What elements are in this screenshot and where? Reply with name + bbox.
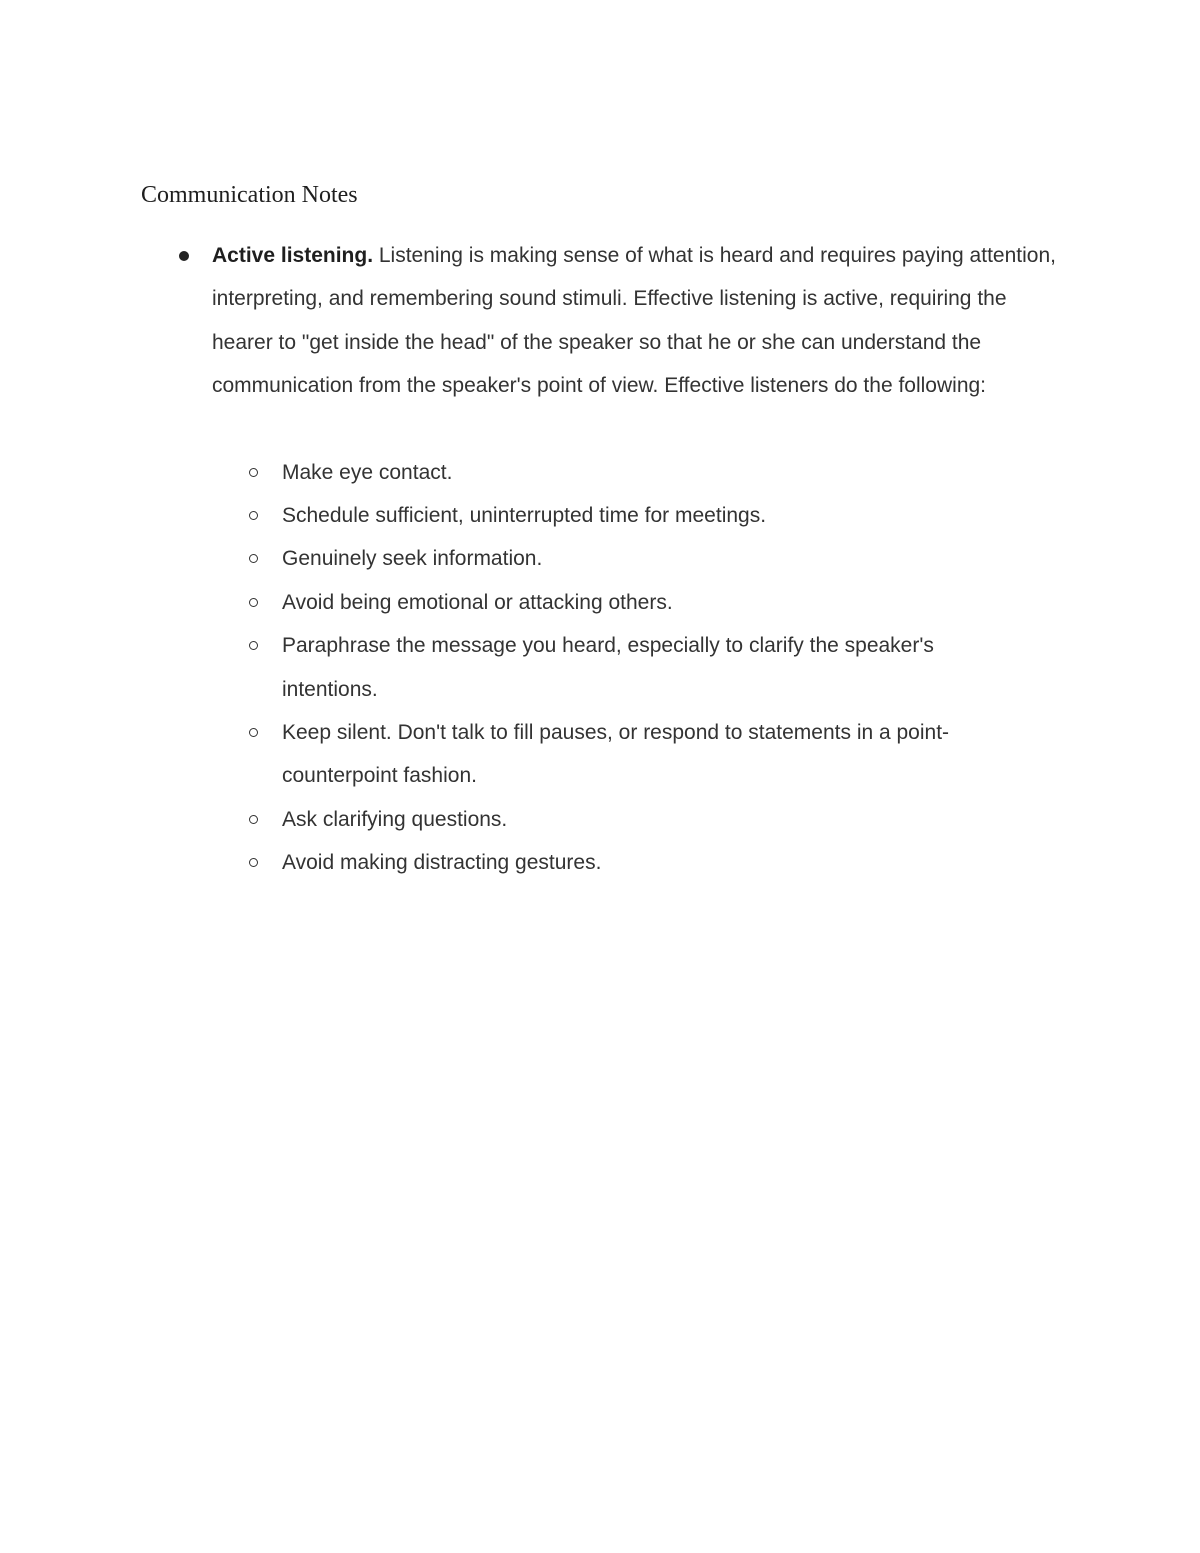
bullet-circle-icon [249, 815, 258, 824]
sub-item-text: Keep silent. Don't talk to fill pauses, or respond to statements in a point-counterpoint fashion. [282, 721, 950, 788]
sub-item-text: Avoid making distracting gestures. [282, 851, 602, 875]
sub-bullet-list [212, 451, 1062, 885]
main-bullet-list [0, 234, 1200, 885]
document-title: Communication Notes [141, 182, 358, 208]
sub-item-text: Ask clarifying questions. [282, 807, 508, 831]
list-item-active-listening [0, 234, 1062, 885]
bullet-circle-icon [249, 858, 258, 867]
sub-list-item [212, 537, 982, 580]
bullet-circle-icon [249, 468, 258, 477]
item-lead-text: Active listening. [212, 244, 374, 267]
bullet-circle-icon [249, 554, 258, 563]
sub-list-item [212, 451, 982, 494]
sub-item-text: Schedule sufficient, uninterrupted time for meetings. [282, 504, 767, 528]
sub-list-item [212, 841, 982, 884]
sub-item-text: Make eye contact. [282, 460, 453, 484]
sub-item-text: Avoid being emotional or attacking others. [282, 590, 673, 614]
sub-list-item [212, 494, 982, 537]
sub-list-item [212, 711, 982, 798]
bullet-circle-icon [249, 728, 258, 737]
bullet-circle-icon [249, 641, 258, 650]
bullet-circle-icon [249, 511, 258, 520]
sub-item-text: Genuinely seek information. [282, 547, 543, 571]
sub-list-item [212, 624, 982, 711]
sub-item-text: Paraphrase the message you heard, especially to clarify the speaker's intentions. [282, 634, 934, 701]
sub-list-item [212, 581, 982, 624]
item-body-text: Listening is making sense of what is heard and requires paying attention, interpreting, and remembering sound stimuli. Effective listening is active, requiring the hearer to "get inside the head" of the speaker so that he or she can understand the communication from the speaker's point of view. Effective listeners do the following: [212, 244, 1056, 398]
bullet-disc-icon [179, 251, 189, 261]
bullet-circle-icon [249, 598, 258, 607]
sub-list-item [212, 798, 982, 841]
